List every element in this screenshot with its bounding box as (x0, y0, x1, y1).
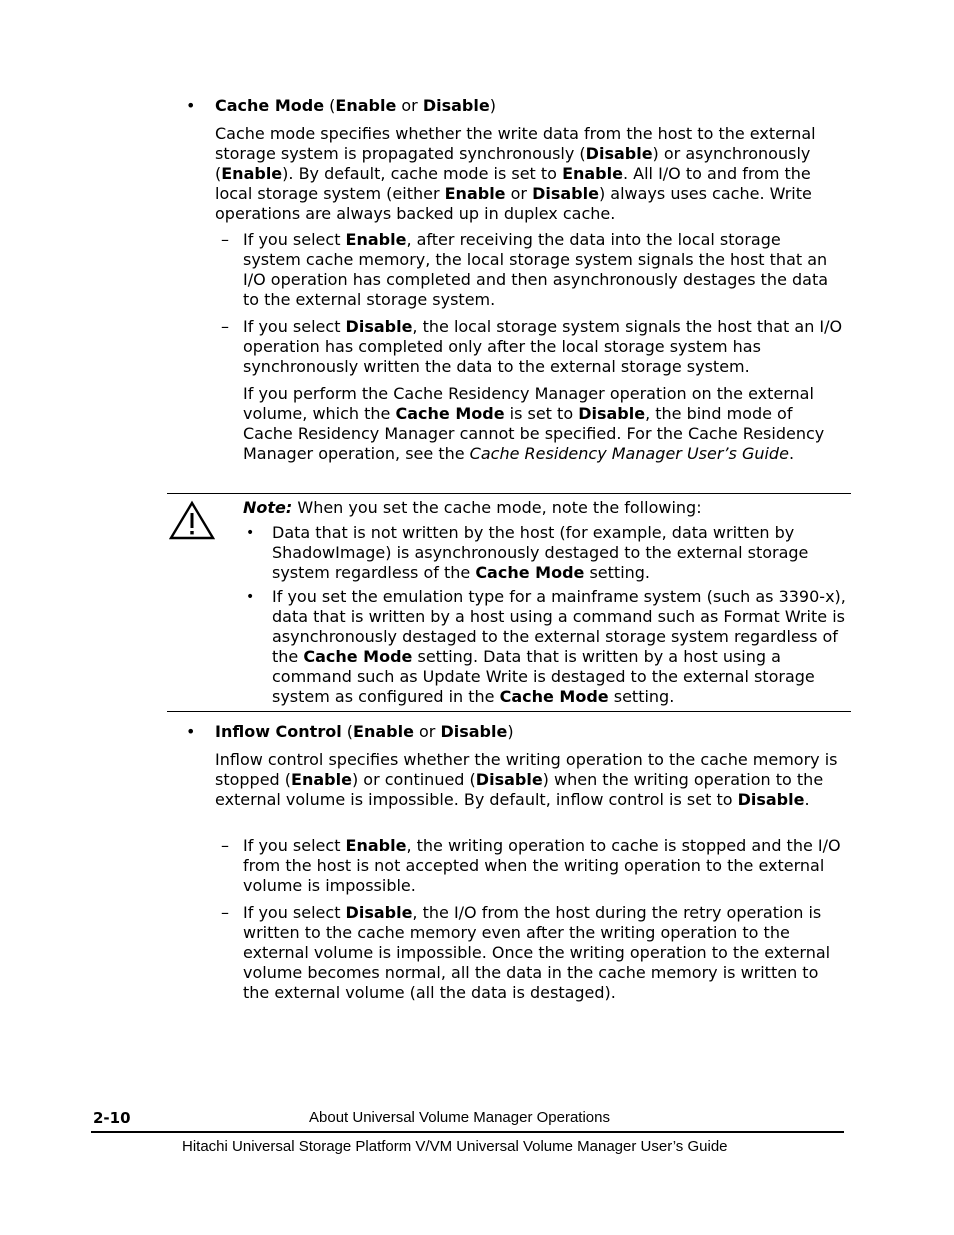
footer-rule (91, 1131, 844, 1133)
bullet-marker: • (246, 589, 255, 605)
note-item-2: If you set the emulation type for a mainframe system (such as 3390-x), data that is written by a host using a command such as Format Write is asynchronously destaged to the external storage system regardless of the Cache Mode setting. Data that is written by a host using a command such as Update Write is destaged to the external storage system as configured in the Cache Mode setting. (272, 587, 846, 706)
inflow-enable-item: If you select Enable, the writing operation to cache is stopped and the I/O from the host is not accepted when the writing operation to the external volume is impossible. (243, 836, 841, 895)
dash-marker: – (221, 230, 229, 249)
warning-triangle-icon (169, 500, 215, 540)
inflow-control-heading: Inflow Control (Enable or Disable) (215, 722, 514, 741)
inflow-disable-item: If you select Disable, the I/O from the host during the retry operation is written to the cache memory even after the writing operation to the external volume is impossible. Once the writing operation to the external volume becomes normal, all the data in the cache memory is written to the external volume (all the data is destaged). (243, 903, 831, 1002)
dash-marker: – (221, 317, 229, 336)
cache-mode-disable-item: If you select Disable, the local storage system signals the host that an I/O operation has completed only after the local storage system has synchronously written the data to the external storage system. (243, 317, 843, 376)
note-top-rule (167, 493, 851, 494)
bullet-marker: • (246, 525, 255, 541)
bullet-marker: • (186, 96, 196, 115)
cache-mode-enable-item: If you select Enable, after receiving the data into the local storage system cache memory, the local storage system signals the host that an I/O operation has completed and then asynchronously destages the data to the external storage system. (243, 230, 829, 309)
inflow-control-description: Inflow control specifies whether the writing operation to the cache memory is stopped (Enable) or continued (Disable) when the writing operation to the external volume is impossible. By default, inflow control is set to Disable. (215, 750, 838, 809)
cache-mode-description: Cache mode specifies whether the write data from the host to the external storage system is propagated synchronously (Disable) or asynchronously (Enable). By default, cache mode is set to Enable. All I/O to and from the local storage system (either Enable or Disable) always uses cache. Write operations are always backed up in duplex cache. (215, 124, 816, 223)
dash-marker: – (221, 836, 229, 855)
note-bottom-rule (167, 711, 851, 712)
note-lead: Note: When you set the cache mode, note the following: (243, 498, 702, 517)
page-number: 2-10 (93, 1109, 131, 1127)
cache-residency-paragraph: If you perform the Cache Residency Manager operation on the external volume, which the Cache Mode is set to Disable, the bind mode of Cache Residency Manager cannot be specified. For the Cache Residency Manager operation, see the Cache Residency Manager User’s Guide. (243, 384, 825, 463)
cache-mode-heading: Cache Mode (Enable or Disable) (215, 96, 496, 115)
dash-marker: – (221, 903, 229, 922)
guide-title: Hitachi Universal Storage Platform V/VM Universal Volume Manager User’s Guide (182, 1138, 728, 1155)
bullet-marker: • (186, 722, 196, 741)
note-item-1: Data that is not written by the host (for example, data written by ShadowImage) is asynchronously destaged to the external storage system regardless of the Cache Mode setting. (272, 523, 809, 582)
chapter-title: About Universal Volume Manager Operations (309, 1109, 610, 1126)
